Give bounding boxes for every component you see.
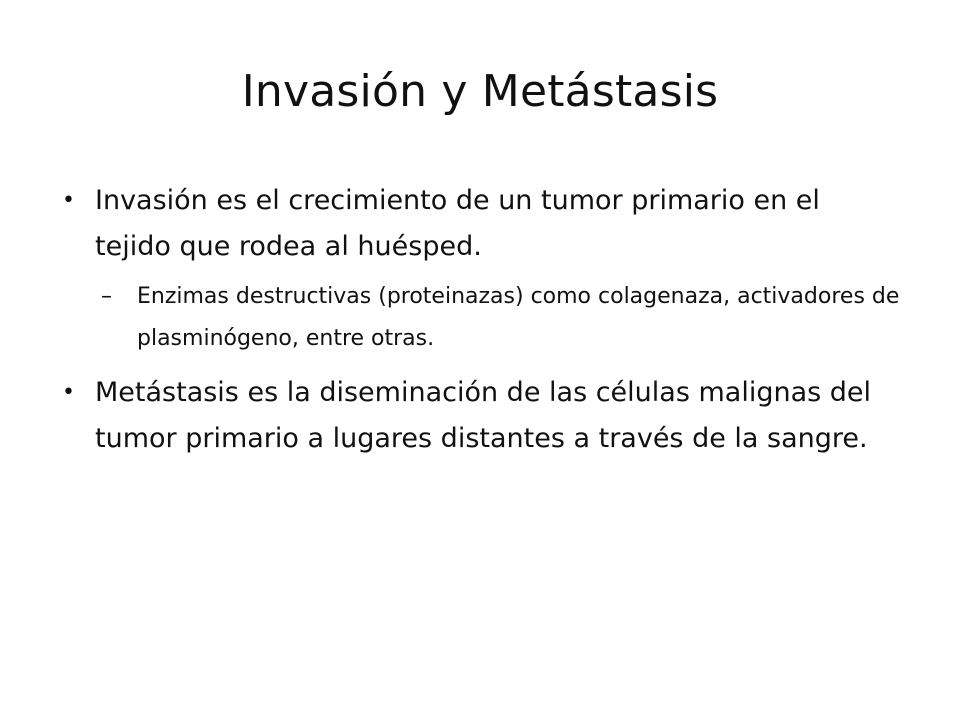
sub-bullet-marker: – bbox=[101, 284, 112, 309]
bullet-metastasis bbox=[62, 370, 902, 462]
sub-bullet-enzymes bbox=[95, 276, 902, 360]
bullet-text: Metástasis es la diseminación de las células malignas del tumor primario a lugares distantes a través de la sangre. bbox=[95, 377, 872, 454]
bullet-marker: • bbox=[62, 188, 75, 213]
sub-bullet-list bbox=[95, 276, 902, 360]
bullet-invasion bbox=[62, 178, 902, 360]
bullet-marker: • bbox=[62, 380, 75, 405]
bullet-list bbox=[62, 178, 902, 462]
slide-title: Invasión y Metástasis bbox=[241, 66, 719, 117]
sub-bullet-text: Enzimas destructivas (proteinazas) como colagenaza, activadores de plasminógeno, entre otras. bbox=[137, 284, 900, 351]
bullet-text: Invasión es el crecimiento de un tumor primario en el tejido que rodea al huésped. bbox=[95, 185, 820, 262]
